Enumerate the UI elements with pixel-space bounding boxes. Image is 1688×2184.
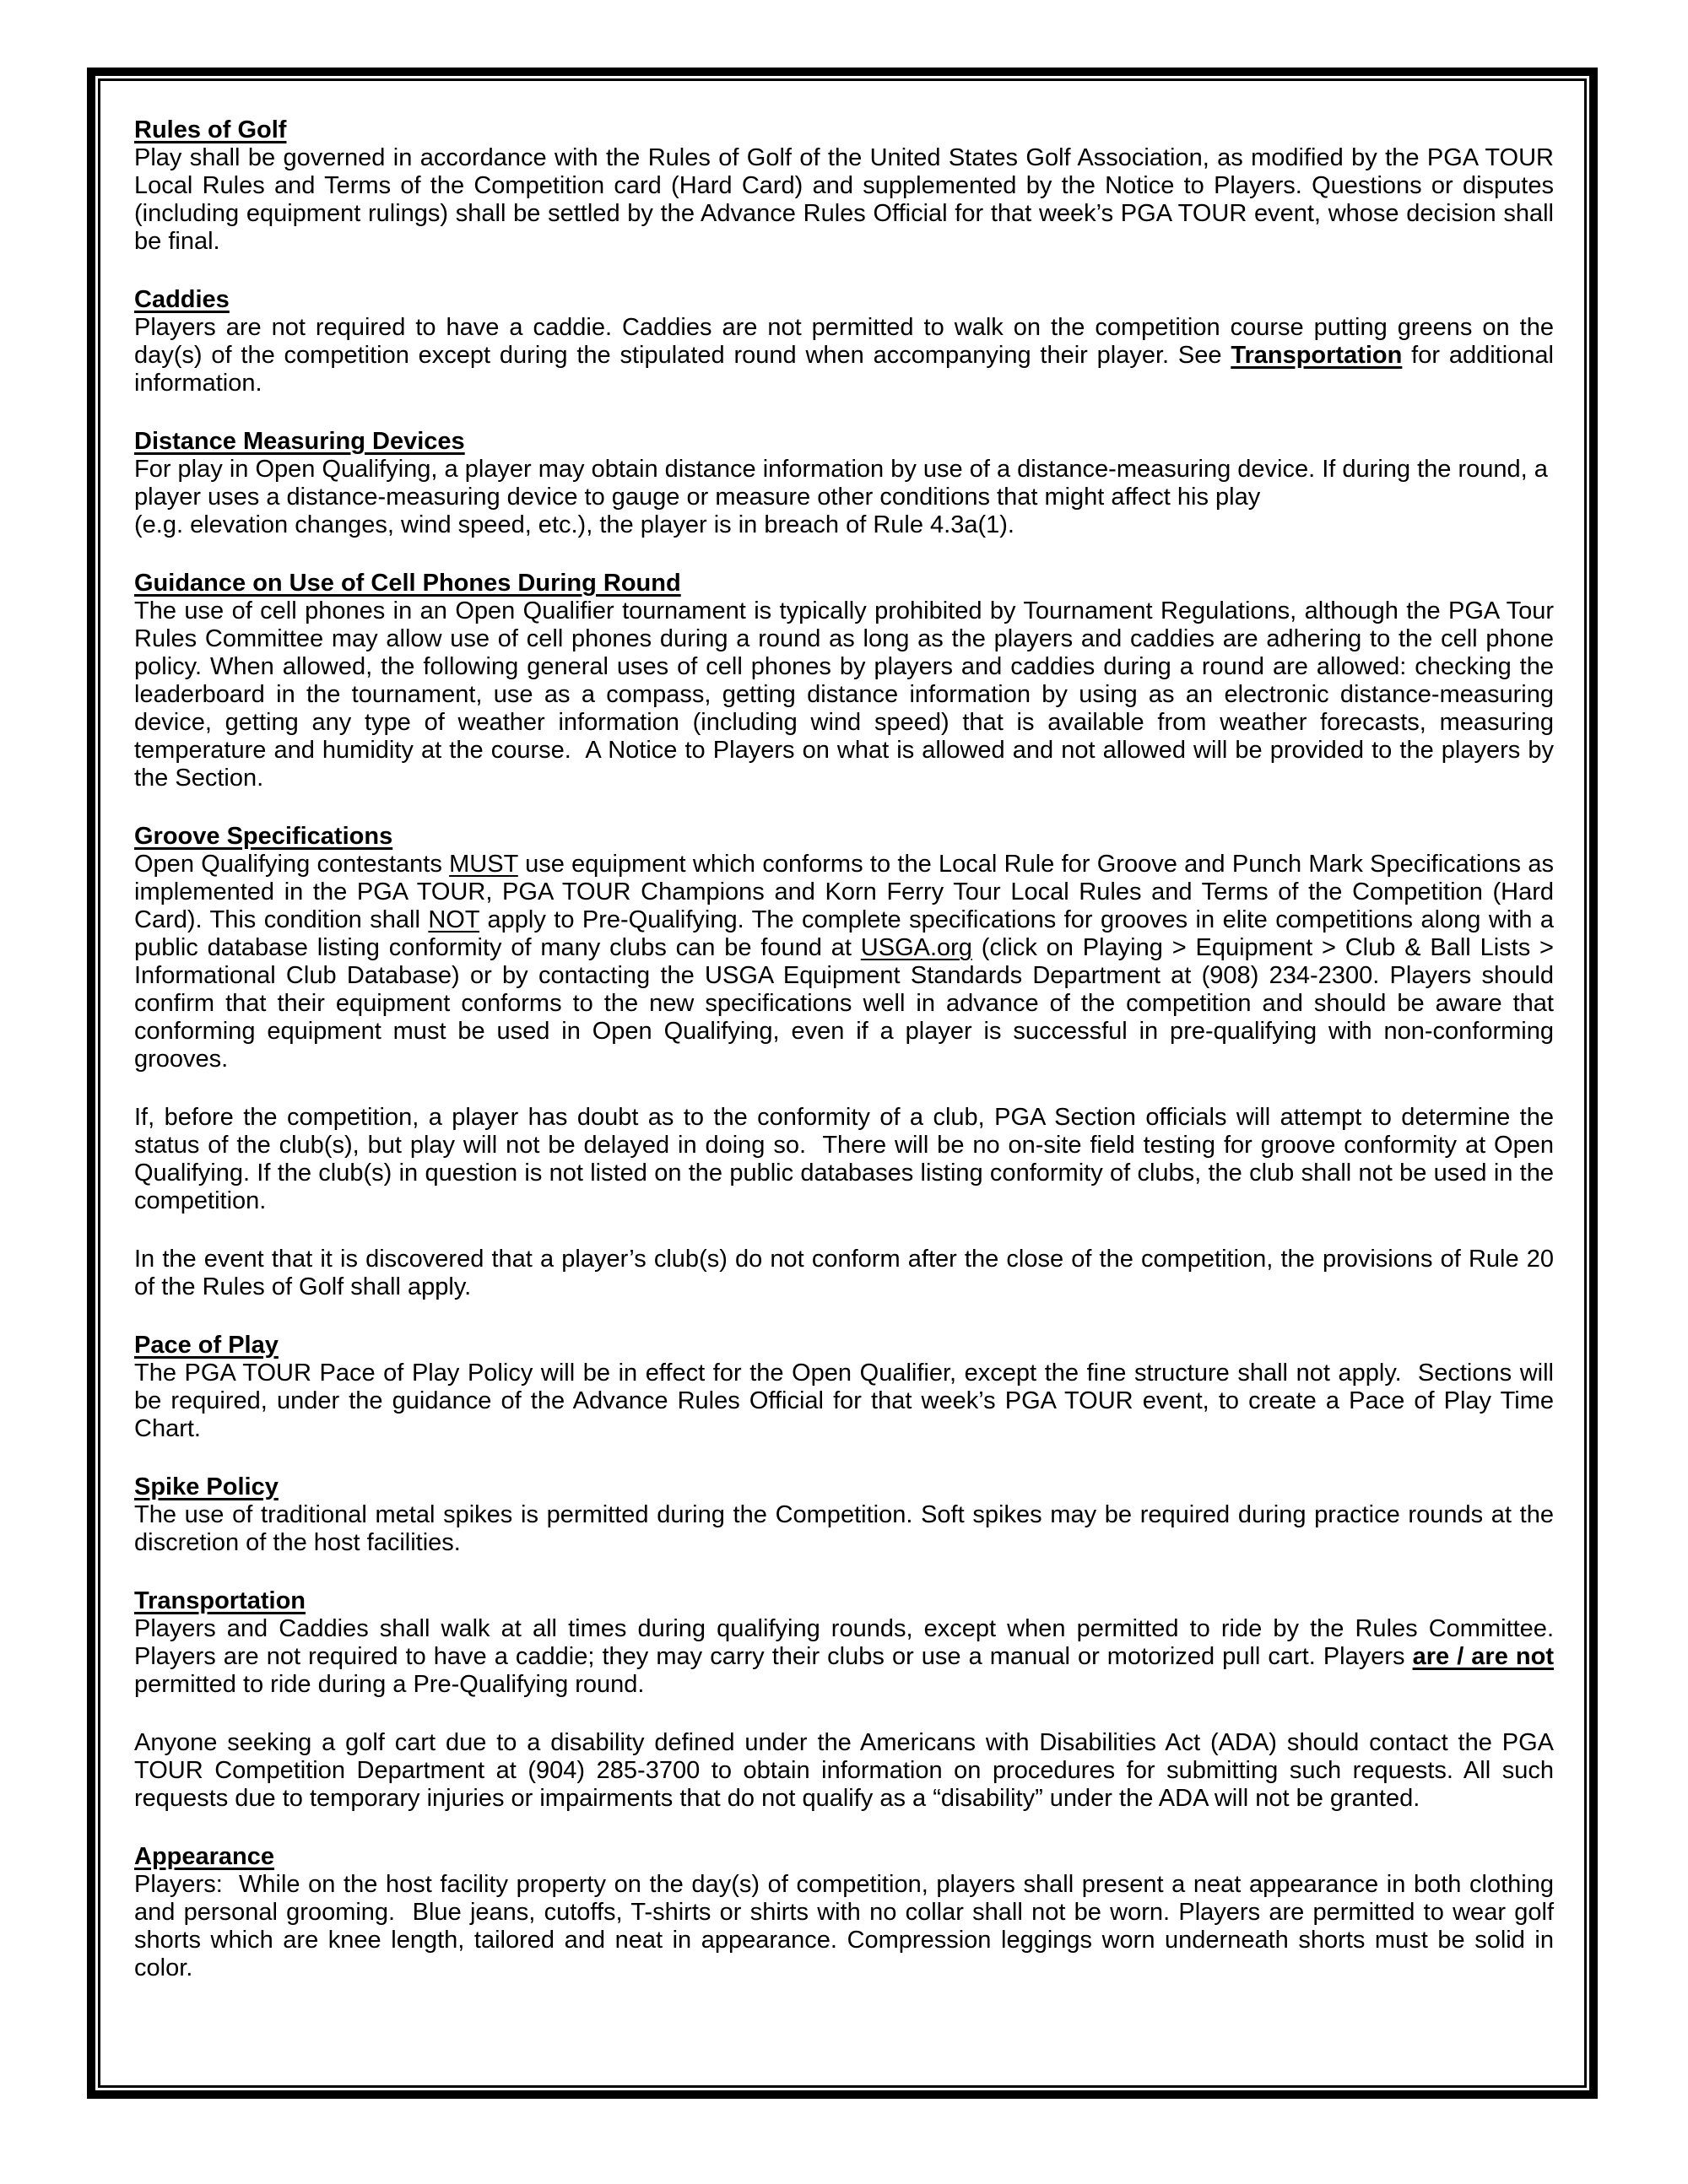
paragraph (134, 314, 1561, 397)
section-heading: Spike Policy (134, 1473, 279, 1500)
section-heading: Distance Measuring Devices (134, 428, 465, 455)
paragraph (134, 1104, 1561, 1215)
section-heading: Caddies (134, 286, 230, 313)
section-heading: Appearance (134, 1843, 275, 1870)
paragraph (134, 456, 1554, 539)
section-groove-specifications (134, 823, 1561, 1301)
text-run: for additional information. (134, 342, 1561, 397)
text-run: Open Qualifying contestants (134, 851, 450, 878)
paragraph (134, 144, 1561, 256)
paragraph (134, 1246, 1561, 1301)
text-run: Players and Caddies shall walk at all times during qualifying rounds, except when permitted to ride by the Rules Committee. Players are not required to have a caddie; they may carry their clubs or use a manual or motorized pull cart. Players (134, 1615, 1561, 1670)
emphasized-text-run: USGA.org (860, 934, 972, 961)
paragraph (134, 597, 1561, 792)
page-border-inner (98, 78, 1587, 2088)
text-run: Anyone seeking a golf cart due to a disability defined under the Americans with Disabilities Act (ADA) should contact the PGA TOUR Competition Department at (904) 285-3700 to obtain information on procedures for submitting such requests. All such requests due to temporary injuries or impairments that do not qualify as a “disability” under the ADA will not be granted. (134, 1729, 1561, 1812)
paragraph (134, 1871, 1561, 1982)
emphasized-text-run: NOT (428, 906, 480, 933)
emphasized-text-run: Transportation (1231, 342, 1403, 369)
text-run: The use of cell phones in an Open Qualifier tournament is typically prohibited by Tournament Regulations, although the PGA Tour Rules Committee may allow use of cell phones during a round as long as the players and caddies are adhering to the cell phone policy. When allowed, the following general uses of cell phones by players and caddies during a round are allowed: checking the leaderboard in the tournament, use as a compass, getting distance information by using as an electronic distance-measuring device, getting any type of weather information (including wind speed) that is available from weather forecasts, measuring temperature and humidity at the course. A Notice to Players on what is allowed and not allowed will be provided to the players by the Section. (134, 597, 1561, 792)
section-spike-policy (134, 1473, 1561, 1557)
text-run: (click on Playing > Equipment > Club & Ball Lists > Informational Club Database) or by contacting the USGA Equipment Standards Department at (908) 234-2300. Players should confirm that their equipment conforms to the new specifications well in advance of the competition and should be aware that conforming equipment must be used in Open Qualifying, even if a player is successful in pre-qualifying with non-conforming grooves. (134, 934, 1561, 1073)
paragraph (134, 1729, 1561, 1813)
text-run: The PGA TOUR Pace of Play Policy will be in effect for the Open Qualifier, except the fine structure shall not apply. Sections will be required, under the guidance of the Advance Rules Official for that week’s PGA TOUR event, to create a Pace of Play Time Chart. (134, 1360, 1561, 1442)
text-run: The use of traditional metal spikes is permitted during the Competition. Soft spikes may be required during practice rounds at the discretion of the host facilities. (134, 1501, 1561, 1556)
emphasized-text-run: are / are not (1412, 1643, 1554, 1670)
document-sections (134, 116, 1561, 1982)
section-pace-of-play (134, 1332, 1561, 1443)
section-caddies (134, 286, 1561, 397)
section-heading: Transportation (134, 1587, 306, 1614)
text-run: permitted to ride during a Pre-Qualifying round. (134, 1643, 1561, 1698)
emphasized-text-run: MUST (449, 851, 518, 878)
page-border-outer (87, 68, 1598, 2099)
section-heading: Groove Specifications (134, 823, 393, 850)
text-run: (e.g. elevation changes, wind speed, etc.), the player is in breach of Rule 4.3a(1). (134, 511, 1014, 538)
section-rules-of-golf (134, 116, 1561, 256)
text-run: Players are not required to have a caddie. Caddies are not permitted to walk on the competition course putting greens on the day(s) of the competition except during the stipulated round when accompanying their player. See (134, 314, 1561, 369)
section-heading: Rules of Golf (134, 116, 287, 143)
section-transportation (134, 1587, 1561, 1813)
text-run: If, before the competition, a player has doubt as to the conformity of a club, PGA Section officials will attempt to determine the status of the club(s), but play will not be delayed in doing so. There will be no on-site field testing for groove conformity at Open Qualifying. If the club(s) in question is not listed on the public databases listing conformity of clubs, the club shall not be used in the competition. (134, 1104, 1561, 1214)
page-content (100, 81, 1584, 2085)
section-cell-phones (134, 570, 1561, 792)
paragraph (134, 851, 1561, 1073)
section-appearance (134, 1843, 1561, 1982)
text-run: In the event that it is discovered that a player’s club(s) do not conform after the close of the competition, the provisions of Rule 20 of the Rules of Golf shall apply. (134, 1246, 1561, 1300)
paragraph (134, 1360, 1561, 1443)
paragraph (134, 1501, 1561, 1557)
section-distance-measuring-devices (134, 428, 1554, 539)
text-run: Players: While on the host facility property on the day(s) of competition, players shall present a neat appearance in both clothing and personal grooming. Blue jeans, cutoffs, T-shirts or shirts with no collar shall not be worn. Players are permitted to wear golf shorts which are knee length, tailored and neat in appearance. Compression leggings worn underneath shorts must be solid in color. (134, 1871, 1561, 1981)
text-run: use equipment which conforms to the Local Rule for Groove and Punch Mark Specifications as implemented in the PGA TOUR, PGA TOUR Champions and Korn Ferry Tour Local Rules and Terms of the Competition (Hard Card). This condition shall (134, 851, 1561, 933)
section-heading: Pace of Play (134, 1332, 279, 1359)
text-run: Play shall be governed in accordance with the Rules of Golf of the United States Golf Association, as modified by the PGA TOUR Local Rules and Terms of the Competition card (Hard Card) and supplemented by the Notice to Players. Questions or disputes (including equipment rulings) shall be settled by the Advance Rules Official for that week’s PGA TOUR event, whose decision shall be final. (134, 144, 1561, 255)
text-run: apply to Pre-Qualifying. The complete specifications for grooves in elite competitions along with a public database listing conformity of many clubs can be found at (134, 906, 1561, 961)
paragraph (134, 1615, 1561, 1699)
text-run: For play in Open Qualifying, a player may obtain distance information by use of a distance-measuring device. If during the round, a player uses a distance-measuring device to gauge or measure other conditions that might affect his play (134, 456, 1555, 511)
section-heading: Guidance on Use of Cell Phones During Round (134, 570, 681, 597)
